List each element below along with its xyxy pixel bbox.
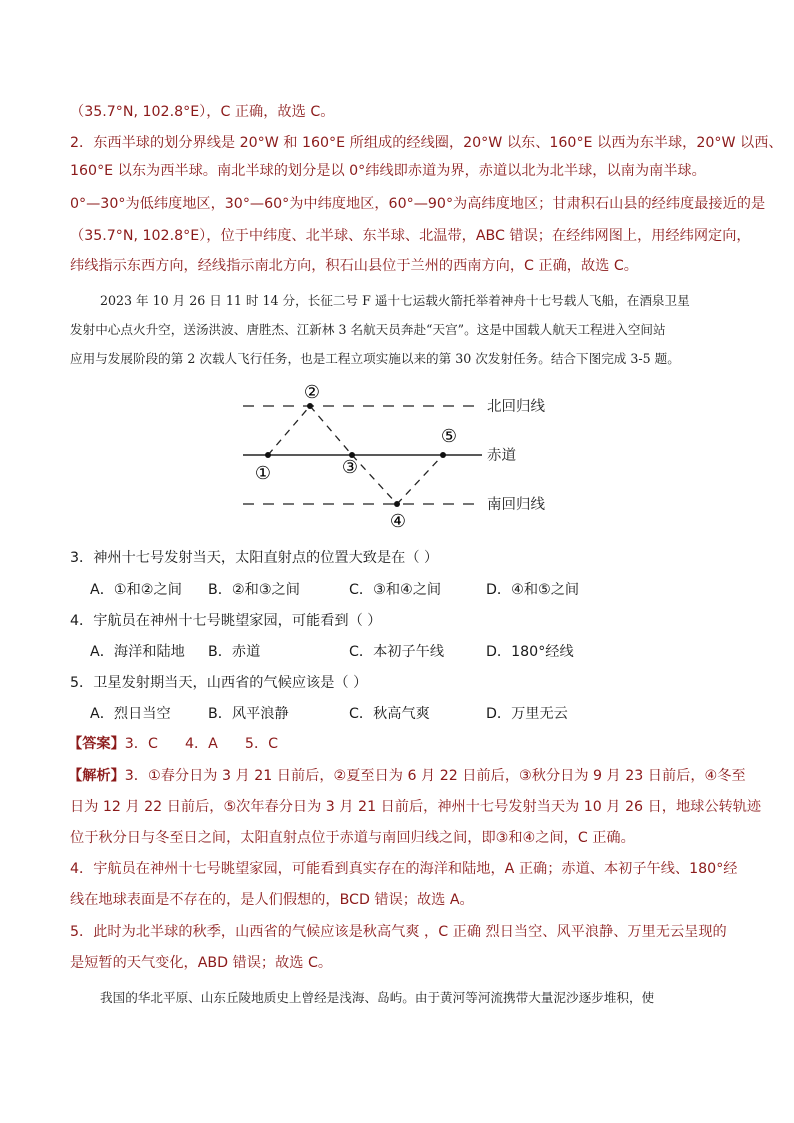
point-2-dot <box>307 403 313 409</box>
intro-line: 发射中心点火升空，送汤洪波、唐胜杰、江新林 3 名航天员奔赴“天宫”。这是中国载人航天工程进入空间站 <box>70 322 666 337</box>
q4-option-d: D．180°经线 <box>486 644 574 660</box>
analysis-text: 3．①春分日为 3 月 21 日前后，②夏至日为 6 月 22 日前后，③秋分日为 9 月 23 日前后，④冬至 <box>124 768 746 784</box>
next-paragraph-line: 我国的华北平原、山东丘陵地质史上曾经是浅海、岛屿。由于黄河等河流携带大量泥沙逐步堆积，使 <box>100 990 655 1005</box>
explanation-line: 纬线指示东西方向，经线指示南北方向，积石山县位于兰州的西南方向，C 正确，故选 C。 <box>70 258 638 274</box>
explanation-line: 0°—30°为低纬度地区，30°—60°为中纬度地区，60°—90°为高纬度地区；甘肃积石山县的经纬度最接近的是 <box>70 196 766 212</box>
q3-option-c: C．③和④之间 <box>349 582 442 598</box>
orbit-path-3-4 <box>352 455 397 504</box>
analysis-line: 位于秋分日与冬至日之间，太阳直射点位于赤道与南回归线之间，即③和④之间，C 正确。 <box>70 830 635 846</box>
q5-option-d: D．万里无云 <box>486 706 568 722</box>
question-5-stem: 5．卫星发射期当天，山西省的气候应该是（ ） <box>70 675 368 691</box>
point-5-dot <box>440 452 446 458</box>
point-3-label: ③ <box>341 457 359 478</box>
q3-option-b: B．②和③之间 <box>208 582 300 598</box>
question-4-stem: 4．宇航员在神州十七号眺望家园，可能看到（ ） <box>70 613 382 629</box>
analysis-line: 是短暂的天气变化，ABD 错误；故选 C。 <box>70 955 333 971</box>
analysis-line <box>68 766 746 786</box>
explanation-line: 2．东西半球的划分界线是 20°W 和 160°E 所组成的经线圈，20°W 以东、160°E 以西为东半球，20°W 以西、 <box>70 135 783 151</box>
q4-option-b: B．赤道 <box>208 644 261 660</box>
point-5-label: ⑤ <box>440 426 458 447</box>
point-4-label: ④ <box>389 511 407 532</box>
orbit-path-1-2 <box>268 406 310 455</box>
north-tropic-label: 北回归线 <box>487 399 545 415</box>
explanation-line: （35.7°N, 102.8°E），C 正确，故选 C。 <box>70 104 335 120</box>
question-3-stem: 3．神州十七号发射当天，太阳直射点的位置大致是在（ ） <box>70 550 439 566</box>
q5-option-a: A．烈日当空 <box>90 706 171 722</box>
point-4-dot <box>394 501 400 507</box>
analysis-label: 【解析】 <box>68 768 125 784</box>
q3-option-a: A．①和②之间 <box>90 582 182 598</box>
orbit-path-2-3 <box>310 406 352 455</box>
q5-option-c: C．秋高气爽 <box>349 706 430 722</box>
orbit-path-4-5 <box>397 455 443 504</box>
q3-option-d: D．④和⑤之间 <box>486 582 580 598</box>
intro-line: 2023 年 10 月 26 日 11 时 14 分，长征二号 F 遥十七运载火箭托举着神舟十七号载人飞船，在酒泉卫星 <box>100 293 690 308</box>
answer-label: 【答案】 <box>68 736 125 752</box>
explanation-line: （35.7°N, 102.8°E），位于中纬度、北半球、东半球、北温带，ABC 错误；在经纬网图上，用经纬网定向， <box>70 228 751 244</box>
analysis-line: 日为 12 月 22 日前后，⑤次年春分日为 3 月 21 日前后，神州十七号发射当天为 10 月 26 日，地球公转轨迹 <box>70 799 762 815</box>
answer-line <box>68 734 728 754</box>
analysis-line: 5．此时为北半球的秋季，山西省的气候应该是秋高气爽 ，C 正确 烈日当空、风平浪静、万里无云呈现的 <box>70 924 727 940</box>
orbit-diagram <box>0 370 794 540</box>
analysis-line: 线在地球表面是不存在的，是人们假想的，BCD 错误；故选 A。 <box>70 892 474 908</box>
intro-line: 应用与发展阶段的第 2 次载人飞行任务，也是工程立项实施以来的第 30 次发射任务。结合下图完成 3-5 题。 <box>70 351 680 366</box>
point-1-dot <box>265 452 271 458</box>
point-1-label: ① <box>254 463 272 484</box>
south-tropic-label: 南回归线 <box>487 497 545 513</box>
point-2-label: ② <box>303 382 321 403</box>
equator-label: 赤道 <box>487 448 516 464</box>
answer-text: 3．C 4．A 5．C <box>124 736 279 752</box>
q4-option-a: A．海洋和陆地 <box>90 644 185 660</box>
q5-option-b: B．风平浪静 <box>208 706 289 722</box>
analysis-line: 4．宇航员在神州十七号眺望家园，可能看到真实存在的海洋和陆地，A 正确；赤道、本初子午线、180°经 <box>70 861 738 877</box>
explanation-line: 160°E 以东为西半球。南北半球的划分是以 0°纬线即赤道为界，赤道以北为北半球，以南为南半球。 <box>70 163 706 179</box>
q4-option-c: C．本初子午线 <box>349 644 445 660</box>
